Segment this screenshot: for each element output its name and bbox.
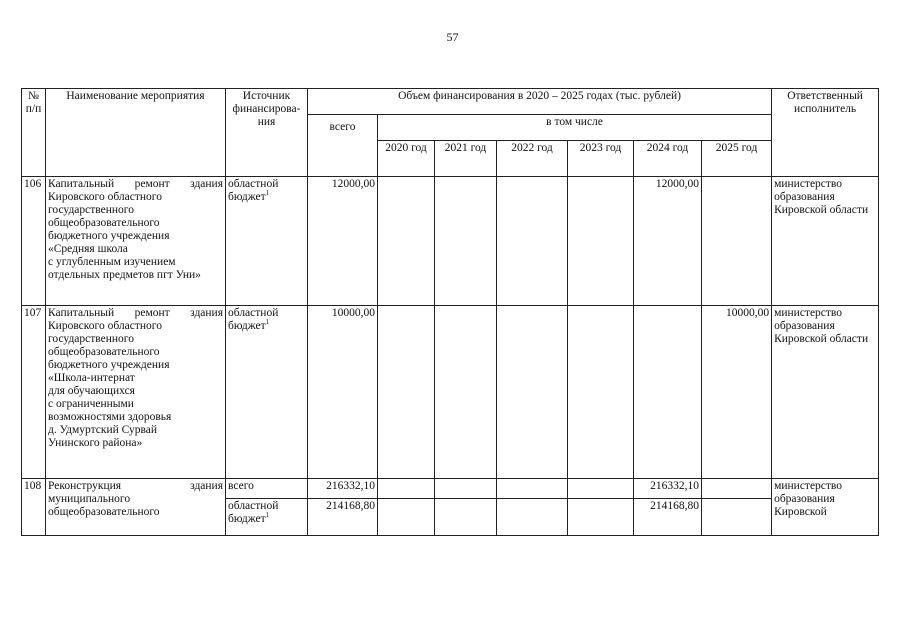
year-2022-cell xyxy=(497,177,568,306)
header-responsible: Ответственный исполнитель xyxy=(772,89,879,177)
year-2023-cell xyxy=(568,479,634,499)
activity-name-line: общеобразовательного xyxy=(48,346,160,358)
activity-name-word: здания xyxy=(190,178,223,190)
activity-name-line: общеобразовательного xyxy=(48,217,160,229)
activity-name-word: здания xyxy=(190,480,223,492)
row-number: 108 xyxy=(22,479,46,536)
header-year-2020: 2020 год xyxy=(378,141,435,177)
activity-name-word: Капитальный xyxy=(48,307,115,319)
year-2020-cell xyxy=(378,499,435,536)
year-2021-cell xyxy=(435,479,497,499)
activity-name-line: «Средняя школа xyxy=(48,243,128,255)
header-source: Источник финансирова-ния xyxy=(226,89,308,177)
funding-source: всего xyxy=(226,479,308,499)
activity-name-line: государственного xyxy=(48,204,134,216)
activity-name-line: общеобразовательного xyxy=(48,506,160,518)
activity-name-word: Капитальный xyxy=(48,178,115,190)
activity-name-line: отдельных предметов пгт Уни» xyxy=(48,269,201,281)
year-2020-cell xyxy=(378,306,435,479)
header-year-2025: 2025 год xyxy=(702,141,772,177)
table-row xyxy=(22,177,879,306)
year-2022-cell xyxy=(497,479,568,499)
table-row xyxy=(22,479,879,499)
funding-source: областной бюджет$^1$ xyxy=(226,306,308,479)
total-cell: 12000,00 xyxy=(308,177,378,306)
year-2024-cell: 214168,80 xyxy=(634,499,702,536)
header-including: в том числе xyxy=(378,115,772,141)
activity-name-word: ремонт xyxy=(134,307,170,319)
funding-source: областной бюджет$^1$ xyxy=(226,177,308,306)
year-2025-cell: 10000,00 xyxy=(702,306,772,479)
year-2025-cell xyxy=(702,177,772,306)
year-2021-cell xyxy=(435,306,497,479)
header-total: всего xyxy=(308,115,378,177)
header-name: Наименование мероприятия xyxy=(46,89,226,177)
year-2025-cell xyxy=(702,479,772,499)
activity-name-line: бюджетного учреждения xyxy=(48,359,170,371)
activity-name xyxy=(46,306,226,479)
year-2021-cell xyxy=(435,499,497,536)
table-row xyxy=(22,306,879,479)
year-2024-cell: 12000,00 xyxy=(634,177,702,306)
funding-source: областной бюджет$^1$ xyxy=(226,499,308,536)
activity-name-line: бюджетного учреждения xyxy=(48,230,170,242)
row-number: 107 xyxy=(22,306,46,479)
activity-name-line: д. Удмуртский Сурвай xyxy=(48,424,158,436)
total-cell: 214168,80 xyxy=(308,499,378,536)
activity-name-word: ремонт xyxy=(134,178,170,190)
activity-name-line: Унинского района» xyxy=(48,437,143,449)
row-number: 106 xyxy=(22,177,46,306)
year-2024-cell: 216332,10 xyxy=(634,479,702,499)
year-2023-cell xyxy=(568,306,634,479)
year-2024-cell xyxy=(634,306,702,479)
responsible-executor: министерство образования Кировской области xyxy=(772,177,879,306)
year-2023-cell xyxy=(568,177,634,306)
activity-name-line: государственного xyxy=(48,333,134,345)
activity-name-line: возможностями здоровья xyxy=(48,411,172,423)
year-2020-cell xyxy=(378,177,435,306)
page-number: 57 xyxy=(446,30,459,44)
header-volume: Объем финансирования в 2020 – 2025 годах (тыс. рублей) xyxy=(308,89,772,115)
total-cell: 216332,10 xyxy=(308,479,378,499)
header-year-2021: 2021 год xyxy=(435,141,497,177)
year-2020-cell xyxy=(378,479,435,499)
total-cell: 10000,00 xyxy=(308,306,378,479)
year-2021-cell xyxy=(435,177,497,306)
activity-name-line: с ограниченными xyxy=(48,398,134,410)
header-no: № п/п xyxy=(22,89,46,177)
activity-name-word: здания xyxy=(190,307,223,319)
activity-name-line: для обучающихся xyxy=(48,385,135,397)
header-year-2023: 2023 год xyxy=(568,141,634,177)
financing-table xyxy=(21,88,879,536)
activity-name-line: «Школа-интернат xyxy=(48,372,135,384)
responsible-executor: министерство образования Кировской области xyxy=(772,306,879,479)
activity-name-line: с углубленным изучением xyxy=(48,256,176,268)
header-year-2022: 2022 год xyxy=(497,141,568,177)
activity-name-line: Кировского областного xyxy=(48,191,162,203)
year-2022-cell xyxy=(497,306,568,479)
activity-name-line: Кировского областного xyxy=(48,320,162,332)
activity-name xyxy=(46,177,226,306)
year-2022-cell xyxy=(497,499,568,536)
activity-name-line: муниципального xyxy=(48,493,131,505)
responsible-executor: министерство образования Кировской xyxy=(772,479,879,536)
header-year-2024: 2024 год xyxy=(634,141,702,177)
activity-name xyxy=(46,479,226,536)
year-2023-cell xyxy=(568,499,634,536)
activity-name-word: Реконструкция xyxy=(48,480,122,492)
year-2025-cell xyxy=(702,499,772,536)
